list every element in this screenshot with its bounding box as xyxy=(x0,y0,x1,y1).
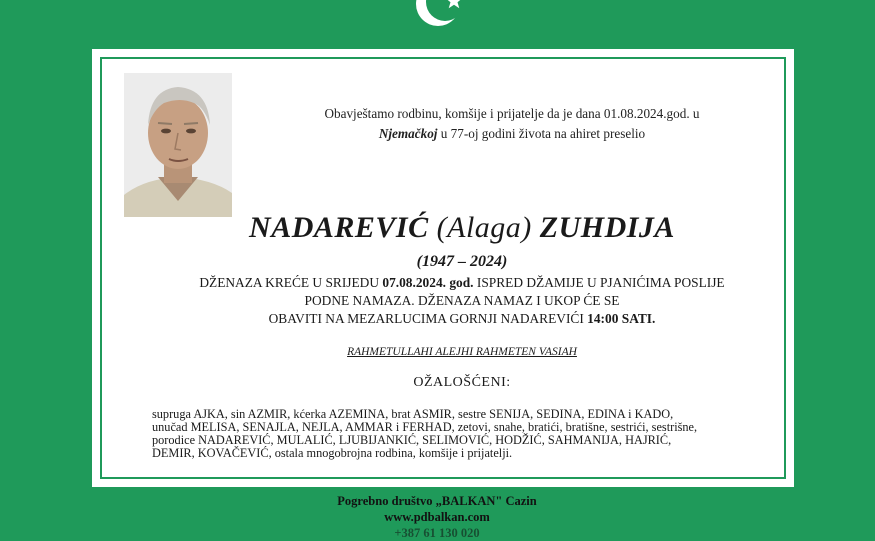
funeral-details xyxy=(152,274,772,328)
funeral-home-phone: +387 61 130 020 xyxy=(394,526,480,540)
intro-place: Njemačkoj xyxy=(378,126,438,141)
mourners-line: DEMIR, KOVAČEVIĆ, ostala mnogobrojna rodbina, komšije i prijatelji. xyxy=(152,446,513,460)
life-years: (1947 – 2024) xyxy=(416,253,508,270)
funeral-line-1-start: DŽENAZA KREĆE U SRIJEDU xyxy=(199,275,383,290)
announcement-text xyxy=(292,104,732,144)
intro-text: Obavještamo rodbinu, komšije i prijatelje da je dana 01.08.2024.god. u xyxy=(324,106,700,121)
deceased-first-name: ZUHDIJA xyxy=(539,211,675,244)
crescent-star-icon xyxy=(408,0,470,36)
funeral-time: 14:00 SATI. xyxy=(587,311,656,326)
obituary-card xyxy=(92,49,794,487)
card-border xyxy=(100,57,786,479)
funeral-line-1 xyxy=(152,274,772,292)
deceased-surname: NADAREVIĆ xyxy=(249,211,429,244)
mourners-line: supruga AJKA, sin AZMIR, kćerka AZEMINA, brat ASMIR, sestre SENIJA, SEDINA, EDINA i KADO, xyxy=(152,407,674,421)
funeral-line-3-start: OBAVITI NA MEZARLUCIMA GORNJI NADAREVIĆI xyxy=(268,311,588,326)
mourners-line: porodice NADAREVIĆ, MULALIĆ, LJUBIJANKIĆ, SELIMOVIĆ, HODŽIĆ, SAHMANIJA, HAJRIĆ, xyxy=(152,433,672,447)
funeral-line-1-end: ISPRED DŽAMIJE U PJANIĆIMA POSLIJE xyxy=(473,275,725,290)
mourners-list xyxy=(152,408,772,460)
portrait-photo xyxy=(124,73,232,217)
deceased-name xyxy=(212,211,712,245)
prayer-line: RAHMETULLAHI ALEJHI RAHMETEN VASIAH xyxy=(347,346,577,358)
funeral-line-2: PODNE NAMAZA. DŽENAZA NAMAZ I UKOP ĆE SE xyxy=(304,293,620,308)
funeral-date: 07.08.2024. god. xyxy=(382,275,474,290)
funeral-home-footer xyxy=(262,493,612,541)
funeral-home-name: Pogrebno društvo „BALKAN" Cazin xyxy=(337,494,537,508)
deceased-nickname: (Alaga) xyxy=(436,211,532,244)
funeral-line-3 xyxy=(152,310,772,328)
mourners-line: unučad MELISA, SENAJLA, NEJLA, AMMAR i FERHAD, zetovi, snahe, bratići, bratišne, sestrići, sestrišne, xyxy=(152,420,698,434)
mourners-heading: OŽALOŠĆENI: xyxy=(413,375,511,390)
funeral-home-website: www.pdbalkan.com xyxy=(384,510,490,524)
intro-text-end: u 77-oj godini života na ahiret preselio xyxy=(437,126,646,141)
